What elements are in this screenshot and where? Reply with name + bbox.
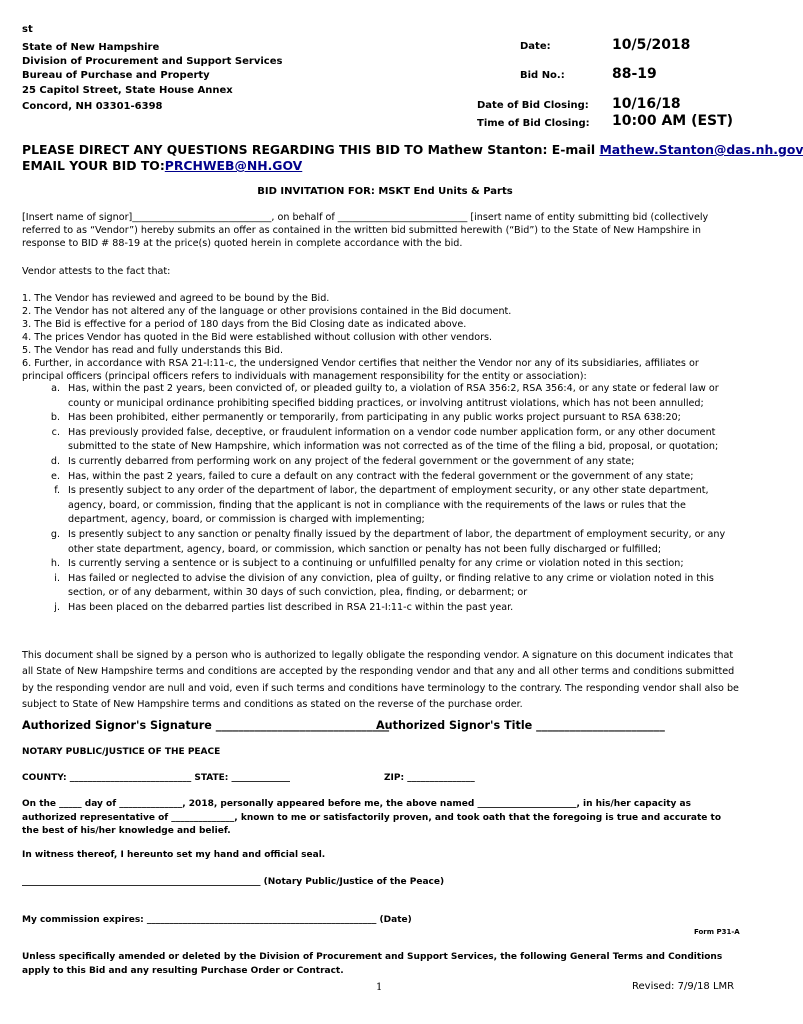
- notary-statement: On the _____ day of ______________, 2018, personally appeared before me, the above named ______________________, in his/her capacity as authorized representative of ______________, known to me or satisfactorily proven, and took oath that the foregoing is true and accurate to the best of his/her knowledge and belief.: [22, 799, 722, 836]
- intro-paragraph: [Insert name of signor]_____________________________, on behalf of ___________________________ [insert name of entity submitting bid (collectively referred to as “Vendor”) hereby submits an offer as contained in the written bid submitted herewith (“Bid”) to the State of New Hampshire in response to BID # 88-19 at the price(s) quoted herein in complete accordance with the bid.: [22, 212, 709, 249]
- item-text: Has failed or neglected to advise the division of any conviction, plea of guilty, or finding relative to any crime or violation noted in this section, or of any debarment, within 30 days of such conviction, plea, finding, or debarment; or: [68, 572, 714, 599]
- item-text: Is currently debarred from performing work on any project of the federal government or the government of any state;: [68, 455, 635, 467]
- revised-note: Revised: 7/9/18 LMR: [632, 981, 735, 992]
- list-item: [22, 572, 742, 601]
- county-state-field[interactable]: COUNTY: ___________________________ STATE: _____________: [22, 773, 291, 783]
- email-bid-link[interactable]: PRCHWEB@NH.GOV: [164, 158, 303, 173]
- questions-text: PLEASE DIRECT ANY QUESTIONS REGARDING THIS BID TO Mathew Stanton: E-mail: [22, 142, 600, 157]
- bid-no-value: 88-19: [612, 66, 657, 82]
- item-letter: b.: [50, 412, 60, 424]
- date-label: Date:: [520, 41, 551, 52]
- list-item: [22, 528, 742, 557]
- attests-line: Vendor attests to the fact that:: [22, 266, 171, 277]
- item-text: Is presently subject to any sanction or penalty finally issued by the department of labor, the department of employment security, or any other state department, agency, board, or commission, which sanction or penalty has not been fully discharged or fulfilled;: [68, 528, 726, 555]
- signor-signature-field[interactable]: Authorized Signor's Signature _______________________________: [22, 719, 390, 732]
- page-number: 1: [376, 982, 383, 993]
- commission-expires-field[interactable]: My commission expires: ___________________________________________________ (Date): [22, 915, 412, 925]
- witness-line: In witness thereof, I hereunto set my hand and official seal.: [22, 850, 326, 860]
- item-letter: h.: [50, 558, 60, 570]
- item-letter: f.: [54, 485, 60, 497]
- item-text: Has, within the past 2 years, failed to cure a default on any contract with the federal government or the government of any state;: [68, 470, 694, 482]
- list-item: [22, 455, 742, 470]
- list-item: [22, 411, 742, 426]
- zip-field[interactable]: ZIP: _______________: [384, 773, 475, 783]
- item-letter: e.: [51, 470, 60, 482]
- numbered-list: [22, 292, 742, 383]
- item-letter: a.: [51, 383, 60, 394]
- notary-signature-field[interactable]: _____________________________________________________ (Notary Public/Justice of the Peace): [22, 877, 445, 887]
- closing-time-value: 10:00 AM (EST): [612, 113, 734, 129]
- item-letter: c.: [51, 426, 60, 438]
- list-item: 2. The Vendor has not altered any of the language or other provisions contained in the Bid document.: [22, 306, 512, 317]
- lettered-list: [22, 382, 742, 616]
- item-text: Is currently serving a sentence or is subject to a continuing or unfulfilled penalty for any crime or violation noted in this section;: [68, 558, 684, 570]
- email-bid-text: EMAIL YOUR BID TO:: [22, 158, 165, 173]
- form-id: Form P31-A: [694, 928, 740, 936]
- item-letter: d.: [50, 455, 60, 467]
- item-letter: g.: [50, 528, 60, 540]
- questions-line: [22, 142, 803, 157]
- closing-date-label: Date of Bid Closing:: [477, 100, 589, 111]
- address-line: Division of Procurement and Support Services: [22, 56, 283, 68]
- item-text: Has previously provided false, deceptive, or fraudulent information on a vendor code number application form, or any other document submitted to the state of New Hampshire, which information was not corrected as of the time of the filing a bid, proposal, or quotation;: [68, 426, 719, 453]
- closing-date-value: 10/16/18: [612, 96, 681, 112]
- notary-heading: NOTARY PUBLIC/JUSTICE OF THE PEACE: [22, 747, 221, 757]
- item-text: Is presently subject to any order of the department of labor, the department of employment security, or any other state department, agency, board, or commission, finding that the applicant is not in compliance with the requirements of the laws or rules that the department, agency, board, or commission is charged with implementing;: [68, 485, 709, 526]
- corner-mark: st: [22, 24, 33, 35]
- list-item: [22, 382, 742, 411]
- list-item: [22, 484, 742, 528]
- address-block: [22, 41, 282, 114]
- item-text: Has been prohibited, either permanently or temporarily, from participating in any public works project pursuant to RSA 638:20;: [68, 412, 681, 424]
- signing-paragraph: This document shall be signed by a person who is authorized to legally obligate the responding vendor. A signature on this document indicates that all State of New Hampshire terms and conditions are accepted by the responding vendor and that any and all other terms and conditions submitted by the responding vendor are null and void, even if such terms and conditions have terminology to the contrary. The responding vendor shall also be subject to State of New Hampshire terms and conditions as stated on the reverse of the purchase order.: [22, 650, 739, 710]
- bid-title: BID INVITATION FOR: MSKT End Units & Parts: [257, 186, 513, 197]
- email-bid-line: [22, 158, 302, 173]
- address-line: State of New Hampshire: [22, 42, 160, 53]
- item-text: Has been placed on the debarred parties list described in RSA 21-I:11-c within the past year.: [68, 601, 514, 613]
- list-item: 1. The Vendor has reviewed and agreed to be bound by the Bid.: [22, 293, 330, 304]
- item-text: Has, within the past 2 years, been convicted of, or pleaded guilty to, a violation of RSA 356:2, RSA 356:4, or any state or federal law or county or municipal ordinance prohibiting specified bidding practices, or involving antitrust violations, which has not been annulled;: [68, 383, 719, 409]
- date-value: 10/5/2018: [612, 37, 691, 53]
- signor-title-field[interactable]: Authorized Signor's Title _______________________: [376, 719, 665, 732]
- address-line: 25 Capitol Street, State House Annex: [22, 84, 233, 96]
- bid-no-label: Bid No.:: [520, 70, 565, 81]
- list-item: [22, 557, 742, 572]
- closing-time-label: Time of Bid Closing:: [477, 118, 590, 129]
- list-item: 3. The Bid is effective for a period of 180 days from the Bid Closing date as indicated above.: [22, 319, 467, 330]
- list-item: [22, 601, 742, 616]
- item-letter: j.: [54, 601, 60, 613]
- list-item: 5. The Vendor has read and fully understands this Bid.: [22, 345, 284, 356]
- address-line: Concord, NH 03301-6398: [22, 100, 163, 112]
- item-letter: i.: [54, 572, 60, 584]
- list-item: [22, 426, 742, 455]
- questions-email-link[interactable]: Mathew.Stanton@das.nh.gov: [599, 142, 803, 157]
- list-item: 4. The prices Vendor has quoted in the Bid were established without collusion with other vendors.: [22, 332, 493, 343]
- address-line: Bureau of Purchase and Property: [22, 70, 210, 82]
- list-item: [22, 470, 742, 485]
- list-item: 6. Further, in accordance with RSA 21-I:11-c, the undersigned Vendor certifies that neither the Vendor nor any of its subsidiaries, affiliates or principal officers (principal officers refers to individuals with management responsibility for the entity or association):: [22, 358, 699, 382]
- terms-note: Unless specifically amended or deleted by the Division of Procurement and Support Services, the following General Terms and Conditions apply to this Bid and any resulting Purchase Order or Contract.: [22, 952, 723, 976]
